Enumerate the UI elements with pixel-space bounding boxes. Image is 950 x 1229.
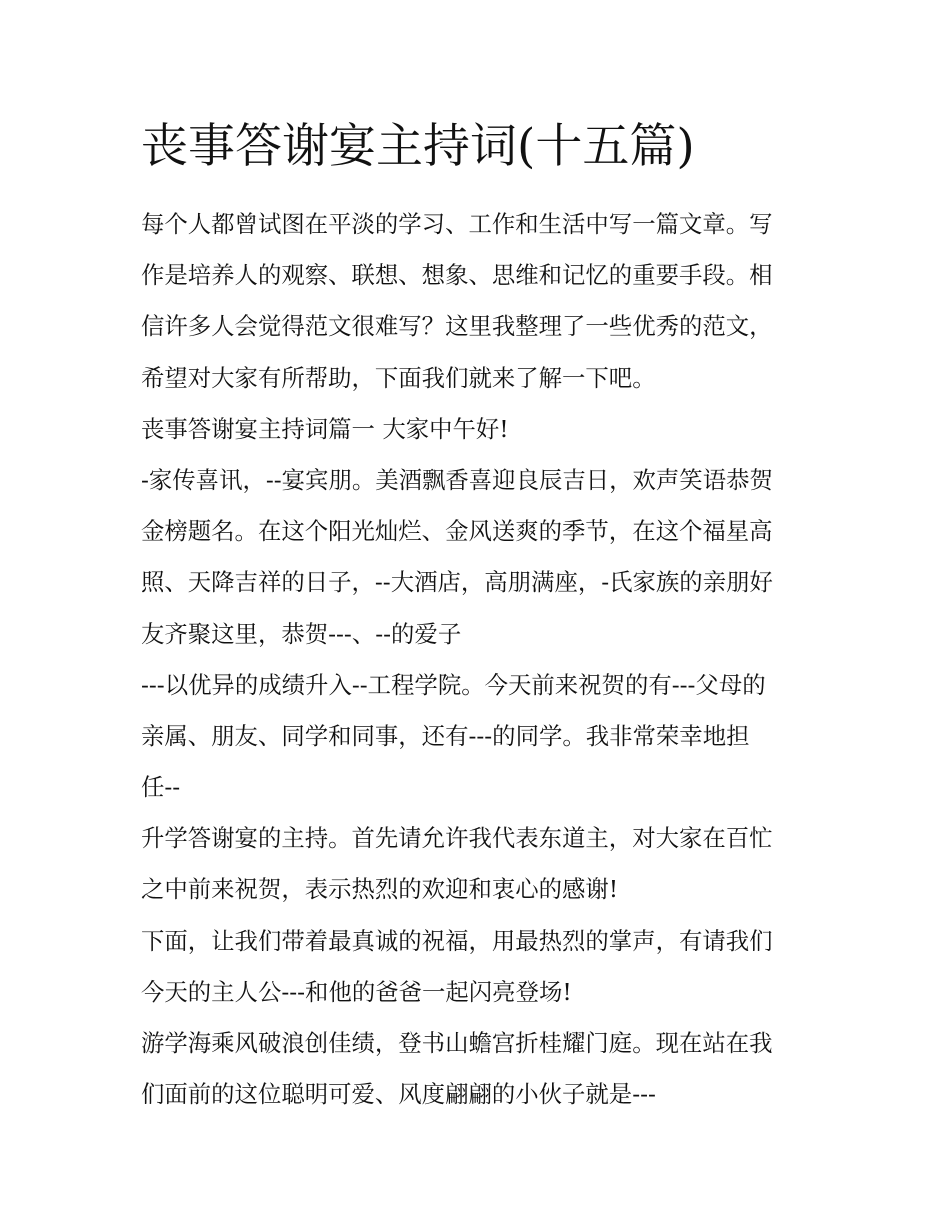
text-line: 任-- <box>141 773 181 802</box>
document-body <box>141 199 821 1120</box>
text-line: 亲属、朋友、同学和同事，还有---的同学。我非常荣幸地担 <box>141 721 750 750</box>
text-line: 照、天降吉祥的日子，--大酒店，高朋满座，-氏家族的亲朋好 <box>141 568 773 597</box>
text-line: 信许多人会觉得范文很难写？这里我整理了一些优秀的范文， <box>141 312 773 341</box>
document-title: 丧事答谢宴主持词(十五篇) <box>141 119 695 174</box>
text-line: 之中前来祝贺，表示热烈的欢迎和衷心的感谢! <box>141 875 619 904</box>
text-line: 今天的主人公---和他的爸爸一起闪亮登场! <box>141 977 572 1006</box>
text-line: 友齐聚这里，恭贺---、--的爱子 <box>141 619 462 648</box>
text-line: ---以优异的成绩升入--工程学院。今天前来祝贺的有---父母的 <box>141 670 766 699</box>
text-line: 每个人都曾试图在平淡的学习、工作和生活中写一篇文章。写 <box>141 210 773 238</box>
section-heading-line: 丧事答谢宴主持词篇一 大家中午好! <box>141 414 509 443</box>
text-line: 作是培养人的观察、联想、想象、思维和记忆的重要手段。相 <box>141 261 773 290</box>
text-line: 升学答谢宴的主持。首先请允许我代表东道主，对大家在百忙 <box>141 824 773 853</box>
text-line: 游学海乘风破浪创佳绩，登书山蟾宫折桂耀门庭。现在站在我 <box>141 1029 773 1057</box>
text-line: -家传喜讯，--宴宾朋。美酒飘香喜迎良辰吉日，欢声笑语恭贺 <box>141 465 773 494</box>
text-line: 希望对大家有所帮助，下面我们就来了解一下吧。 <box>141 363 656 392</box>
text-line: 们面前的这位聪明可爱、风度翩翩的小伙子就是--- <box>141 1080 656 1109</box>
text-line: 下面，让我们带着最真诚的祝福，用最热烈的掌声，有请我们 <box>141 926 773 955</box>
document-page <box>141 112 821 1120</box>
text-line: 金榜题名。在这个阳光灿烂、金风送爽的季节，在这个福星高 <box>141 517 773 546</box>
